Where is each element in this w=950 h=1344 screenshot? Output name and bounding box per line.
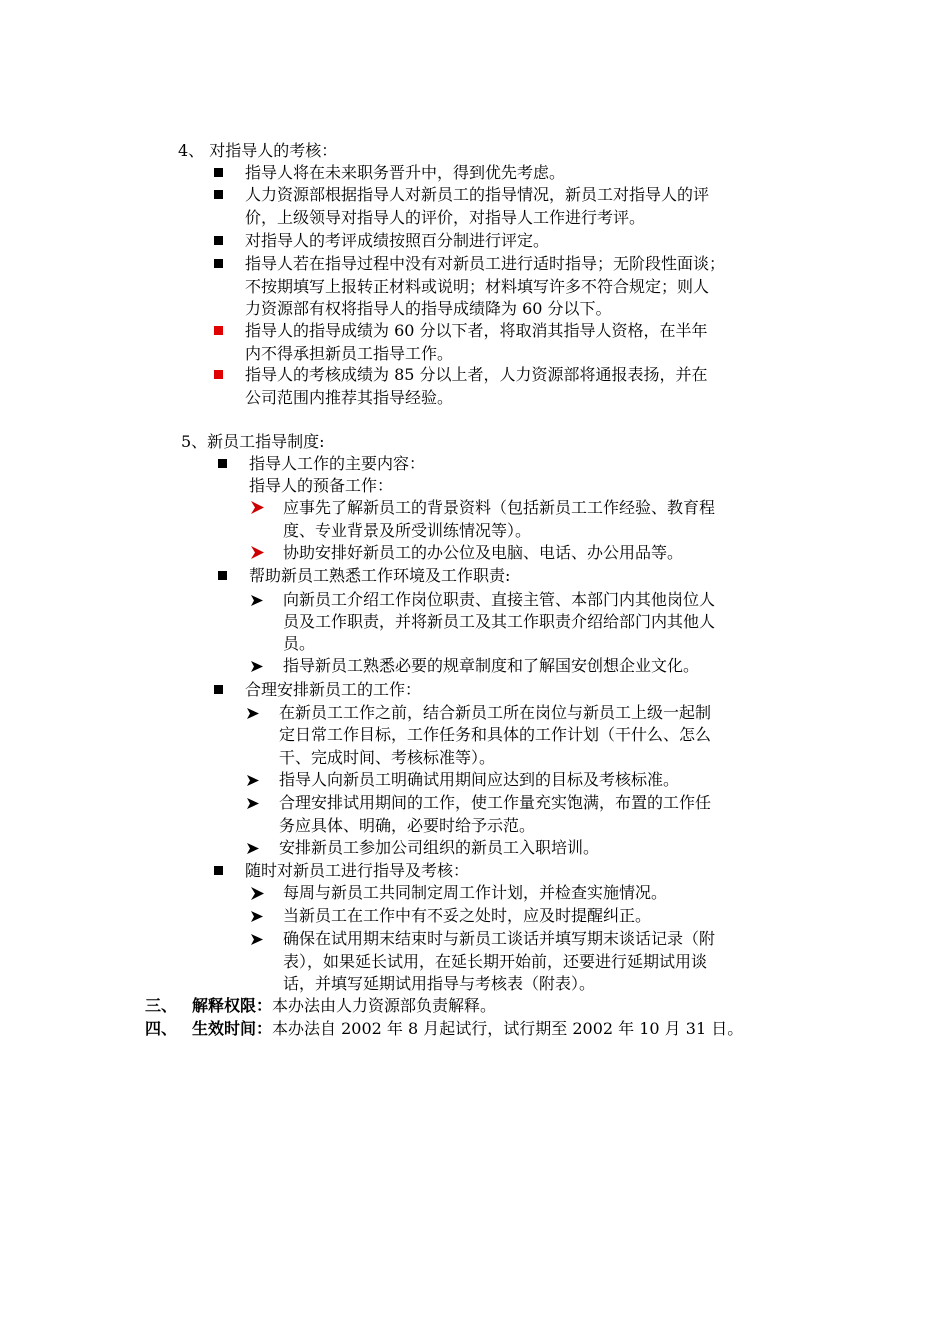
section-si-body bbox=[192, 1018, 743, 1040]
square-bullet-icon bbox=[214, 259, 223, 268]
s5-g3-item-3-line-1: 合理安排试用期间的工作，使工作量充实饱满，布置的工作任 bbox=[279, 793, 712, 812]
square-bullet-icon bbox=[214, 866, 223, 875]
s5-g3-item-4: 安排新员工参加公司组织的新员工入职培训。 bbox=[279, 838, 600, 857]
s5-g3-item-2: 指导人向新员工明确试用期间应达到的目标及考核标准。 bbox=[279, 770, 680, 789]
s5-group-1-title: 指导人工作的主要内容： bbox=[249, 454, 426, 473]
section-si-label: 生效时间： bbox=[192, 1019, 273, 1038]
s4-item-2-line-1: 人力资源部根据指导人对新员工的指导情况，新员工对指导人的评 bbox=[245, 185, 710, 204]
square-bullet-icon bbox=[218, 459, 227, 468]
s5-g4-item-3-line-3: 话，并填写延期试用指导与考核表（附表）。 bbox=[283, 974, 596, 993]
section-si-number: 四、 bbox=[145, 1019, 178, 1038]
square-bullet-icon bbox=[218, 571, 227, 580]
arrowhead-bullet-icon bbox=[247, 842, 260, 855]
s4-item-6-line-2: 公司范围内推荐其指导经验。 bbox=[245, 388, 454, 407]
s5-g3-item-1-line-2: 定日常工作目标，工作任务和具体的工作计划（干什么、怎么 bbox=[279, 725, 712, 744]
s4-item-5-line-2: 内不得承担新员工指导工作。 bbox=[245, 344, 454, 363]
arrowhead-bullet-icon bbox=[251, 546, 264, 559]
s5-group-2-title: 帮助新员工熟悉工作环境及工作职责: bbox=[249, 566, 511, 585]
arrowhead-bullet-icon bbox=[251, 594, 264, 607]
arrowhead-bullet-icon bbox=[251, 933, 264, 946]
section-san-label: 解释权限： bbox=[192, 996, 273, 1015]
s5-g3-item-1-line-3: 干、完成时间、考核标准等）。 bbox=[279, 748, 496, 767]
s4-item-2-line-2: 价，上级领导对指导人的评价，对指导人工作进行考评。 bbox=[245, 208, 646, 227]
s5-g4-item-3-line-1: 确保在试用期末结束时与新员工谈话并填写期末谈话记录（附 bbox=[283, 929, 716, 948]
section-si-text: 本办法自 2002 年 8 月起试行，试行期至 2002 年 10 月 31 日。 bbox=[272, 1019, 744, 1038]
s5-group-4-title: 随时对新员工进行指导及考核： bbox=[245, 861, 470, 880]
s5-g4-item-1: 每周与新员工共同制定周工作计划，并检查实施情况。 bbox=[283, 883, 668, 902]
section-san-text: 本办法由人力资源部负责解释。 bbox=[272, 996, 497, 1015]
square-bullet-icon bbox=[214, 190, 223, 199]
s5-g1-item-1-line-2: 度、专业背景及所受训练情况等）。 bbox=[283, 521, 532, 540]
s4-item-6-line-1: 指导人的考核成绩为 85 分以上者，人力资源部将通报表扬，并在 bbox=[245, 365, 708, 384]
s5-group-3-title: 合理安排新员工的工作： bbox=[245, 680, 422, 699]
s5-group-1-subtitle: 指导人的预备工作： bbox=[249, 476, 394, 495]
s5-g4-item-3-line-2: 表），如果延长试用，在延长期开始前，还要进行延期试用谈 bbox=[283, 952, 708, 971]
s5-g2-item-1-line-2: 员及工作职责，并将新员工及其工作职责介绍给部门内其他人 bbox=[283, 612, 716, 631]
square-bullet-icon bbox=[214, 236, 223, 245]
s4-item-4-line-3: 力资源部有权将指导人的指导成绩降为 60 分以下。 bbox=[245, 299, 612, 318]
s4-item-5-line-1: 指导人的指导成绩为 60 分以下者，将取消其指导人资格，在半年 bbox=[245, 321, 708, 340]
s5-g1-item-2: 协助安排好新员工的办公位及电脑、电话、办公用品等。 bbox=[283, 543, 684, 562]
s5-g4-item-2: 当新员工在工作中有不妥之处时，应及时提醒纠正。 bbox=[283, 906, 652, 925]
s4-item-4-line-2: 不按期填写上报转正材料或说明；材料填写许多不符合规定；则人 bbox=[245, 277, 710, 296]
s4-item-1: 指导人将在未来职务晋升中，得到优先考虑。 bbox=[245, 163, 566, 182]
s5-g2-item-1-line-1: 向新员工介绍工作岗位职责、直接主管、本部门内其他岗位人 bbox=[283, 590, 716, 609]
arrowhead-bullet-icon bbox=[251, 501, 264, 514]
s4-item-4-line-1: 指导人若在指导过程中没有对新员工进行适时指导；无阶段性面谈； bbox=[245, 254, 726, 273]
arrowhead-bullet-icon bbox=[247, 774, 260, 787]
s5-g1-item-1-line-1: 应事先了解新员工的背景资料（包括新员工工作经验、教育程 bbox=[283, 498, 716, 517]
section-4-heading: 4、 对指导人的考核： bbox=[178, 141, 338, 160]
square-bullet-icon bbox=[214, 685, 223, 694]
s5-g3-item-1-line-1: 在新员工工作之前，结合新员工所在岗位与新员工上级一起制 bbox=[279, 703, 712, 722]
s5-g2-item-2: 指导新员工熟悉必要的规章制度和了解国安创想企业文化。 bbox=[283, 656, 700, 675]
square-bullet-icon bbox=[214, 326, 223, 335]
s5-g2-item-1-line-3: 员。 bbox=[283, 634, 316, 653]
square-bullet-icon bbox=[214, 168, 223, 177]
arrowhead-bullet-icon bbox=[251, 887, 264, 900]
section-5-heading: 5、新员工指导制度: bbox=[181, 432, 325, 451]
arrowhead-bullet-icon bbox=[247, 797, 260, 810]
s4-item-3: 对指导人的考评成绩按照百分制进行评定。 bbox=[245, 231, 550, 250]
s5-g3-item-3-line-2: 务应具体、明确，必要时给予示范。 bbox=[279, 816, 536, 835]
section-san-body bbox=[192, 995, 496, 1017]
arrowhead-bullet-icon bbox=[247, 707, 260, 720]
arrowhead-bullet-icon bbox=[251, 910, 264, 923]
arrowhead-bullet-icon bbox=[251, 660, 264, 673]
square-bullet-icon bbox=[214, 370, 223, 379]
section-san-number: 三、 bbox=[145, 996, 178, 1015]
